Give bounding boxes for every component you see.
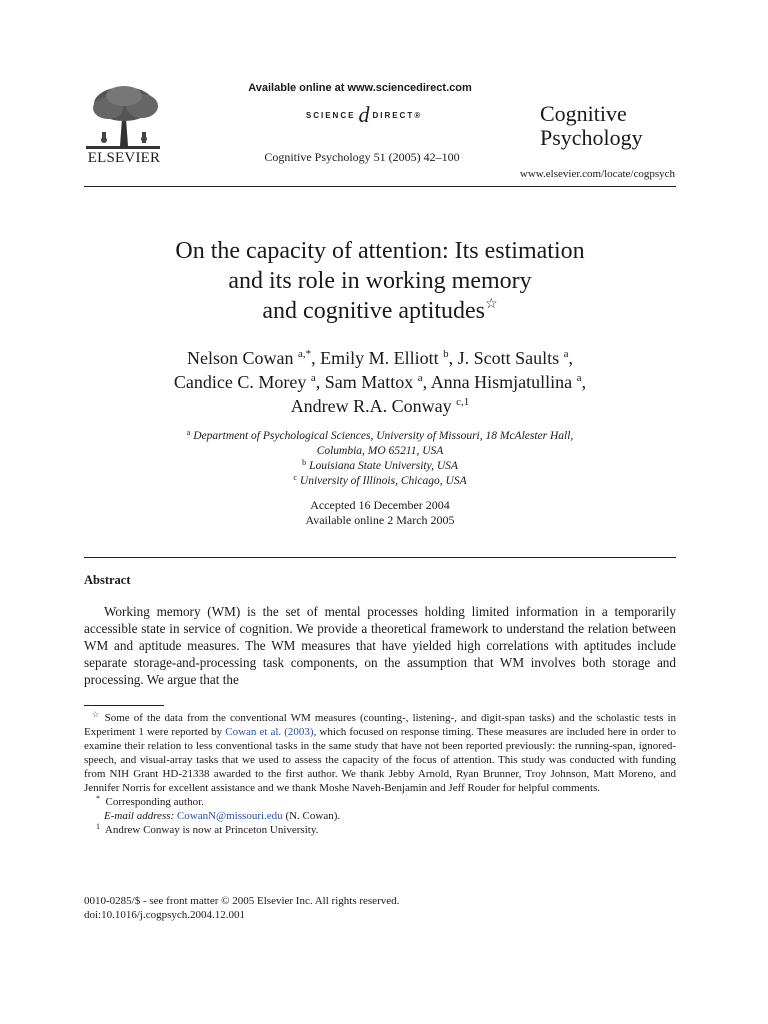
title-line2: and its role in working memory bbox=[228, 268, 532, 294]
footnote-star: ☆ bbox=[92, 710, 101, 719]
header-divider bbox=[84, 186, 676, 187]
affiliations bbox=[84, 429, 676, 489]
author-affil-sup: a bbox=[417, 372, 423, 384]
author-line3 bbox=[84, 394, 676, 418]
sd-left-text: SCIENCE bbox=[305, 110, 356, 120]
footnote-funding bbox=[84, 711, 676, 795]
publisher-name: ELSEVIER bbox=[87, 150, 161, 166]
affil-b: Louisiana State University, USA bbox=[309, 460, 458, 472]
email-label: E-mail address: bbox=[104, 810, 175, 822]
author-name[interactable]: Nelson Cowan bbox=[186, 348, 294, 368]
affil-a-line2: Columbia, MO 65211, USA bbox=[316, 445, 444, 457]
affil-sup-c: c bbox=[293, 473, 297, 482]
author-name[interactable]: Emily M. Elliott bbox=[320, 348, 439, 368]
abstract-heading: Abstract bbox=[84, 573, 131, 587]
footnote-text-b: , which focused on response timing. These measures are included here in order to examine their relation to less conventional tasks in the same study that have not been reported previously: the running-span, ignored-speech, and visual-array tasks that we used to assess the capacity of the focus of attention. This study was conducted with funding from NIH Grant HD-21338 awarded to the first author. We thank Jebby Arnold, Ryan Brunner, Troy Johnson, Matt Moreno, and Jennifer Norris for excellent assistance and we thank Moshe Naveh-Benjamin and Jeff Rouder for helpful comments. bbox=[84, 726, 676, 794]
sd-right-text: DIRECT® bbox=[372, 110, 423, 120]
doi-line[interactable]: doi:10.1016/j.cogpsych.2004.12.001 bbox=[84, 909, 246, 921]
journal-name-line2: Psychology bbox=[540, 125, 643, 150]
footnote-divider bbox=[84, 705, 164, 706]
footnotes bbox=[84, 711, 676, 837]
author-name[interactable]: Candice C. Morey bbox=[173, 372, 307, 392]
author-name[interactable]: Anna Hismjatullina bbox=[430, 372, 573, 392]
title-line3: and cognitive aptitudes bbox=[262, 298, 486, 324]
footnote-email bbox=[84, 809, 676, 823]
elsevier-tree-logo bbox=[84, 84, 162, 152]
abstract-divider bbox=[84, 557, 676, 558]
author-affil-sup: a,* bbox=[297, 348, 312, 360]
available-online-text: Available online at www.sciencedirect.com bbox=[248, 82, 472, 94]
citation-link[interactable]: Cowan et al. (2003) bbox=[225, 726, 314, 738]
article-dates bbox=[84, 498, 676, 528]
email-link[interactable]: CowanN@missouri.edu bbox=[176, 810, 283, 822]
online-date: Available online 2 March 2005 bbox=[305, 513, 455, 527]
journal-url[interactable]: www.elsevier.com/locate/cogpsych bbox=[519, 168, 675, 180]
footnote-corresponding bbox=[84, 795, 676, 809]
author-name[interactable]: J. Scott Saults bbox=[457, 348, 560, 368]
copyright-line: 0010-0285/$ - see front matter © 2005 Elsevier Inc. All rights reserved. bbox=[84, 895, 400, 907]
title-footnote-star[interactable]: ☆ bbox=[485, 297, 498, 312]
corr-text: Corresponding author. bbox=[105, 796, 204, 808]
author-affil-sup: a bbox=[563, 348, 569, 360]
journal-citation: Cognitive Psychology 51 (2005) 42–100 bbox=[264, 150, 460, 164]
affil-a-line1: Department of Psychological Sciences, University of Missouri, 18 McAlester Hall, bbox=[193, 430, 574, 442]
journal-name bbox=[540, 102, 680, 150]
sciencedirect-logo bbox=[284, 104, 444, 126]
footnote-1-text: Andrew Conway is now at Princeton University. bbox=[104, 824, 319, 836]
email-suffix: (N. Cowan). bbox=[285, 810, 341, 822]
author-list bbox=[84, 346, 676, 418]
author-name[interactable]: Andrew R.A. Conway bbox=[290, 396, 452, 416]
affil-sup-a: a bbox=[186, 428, 191, 437]
abstract-text: Working memory (WM) is the set of mental processes holding limited information in a temporarily accessible state in service of cognition. We provide a theoretical framework to understand the relation between WM and aptitude measures. The WM measures that have yielded high correlations with aptitudes include separate storage-and-processing task components, on the assumption that WM involves both storage and processing. We argue that the bbox=[84, 604, 676, 687]
journal-name-line1: Cognitive bbox=[540, 101, 627, 126]
footnote-1-sup: 1 bbox=[96, 822, 100, 831]
footnote-1 bbox=[84, 823, 676, 837]
affil-c: University of Illinois, Chicago, USA bbox=[299, 475, 467, 487]
author-line1: Nelson Cowan $^{a,*}$, Emily M. Elliott $^b$, J. Scott Saults $^a$, bbox=[186, 348, 574, 368]
accepted-date: Accepted 16 December 2004 bbox=[310, 498, 450, 512]
sd-at-glyph: d bbox=[358, 102, 370, 127]
author-affil-sup: a bbox=[576, 372, 582, 384]
copyright-block bbox=[84, 894, 676, 922]
title-line1: On the capacity of attention: Its estimation bbox=[175, 238, 585, 264]
author-name[interactable]: Sam Mattox bbox=[324, 372, 414, 392]
author-affil-sup: b bbox=[443, 348, 449, 360]
affil-sup-b: b bbox=[302, 458, 307, 467]
author-line2: Candice C. Morey $^a$, Sam Mattox $^a$, Anna Hismjatullina $^a$, bbox=[173, 372, 587, 392]
author-affil-sup: c,1 bbox=[456, 396, 470, 408]
article-title bbox=[84, 236, 676, 326]
footnote-text-a: Some of the data from the conventional WM measures (counting-, listening-, and digit-span tasks) and the scholastic tests in Experiment 1 were reported by bbox=[84, 712, 676, 738]
corr-sup: * bbox=[96, 794, 100, 803]
author-affil-sup: a bbox=[310, 372, 316, 384]
